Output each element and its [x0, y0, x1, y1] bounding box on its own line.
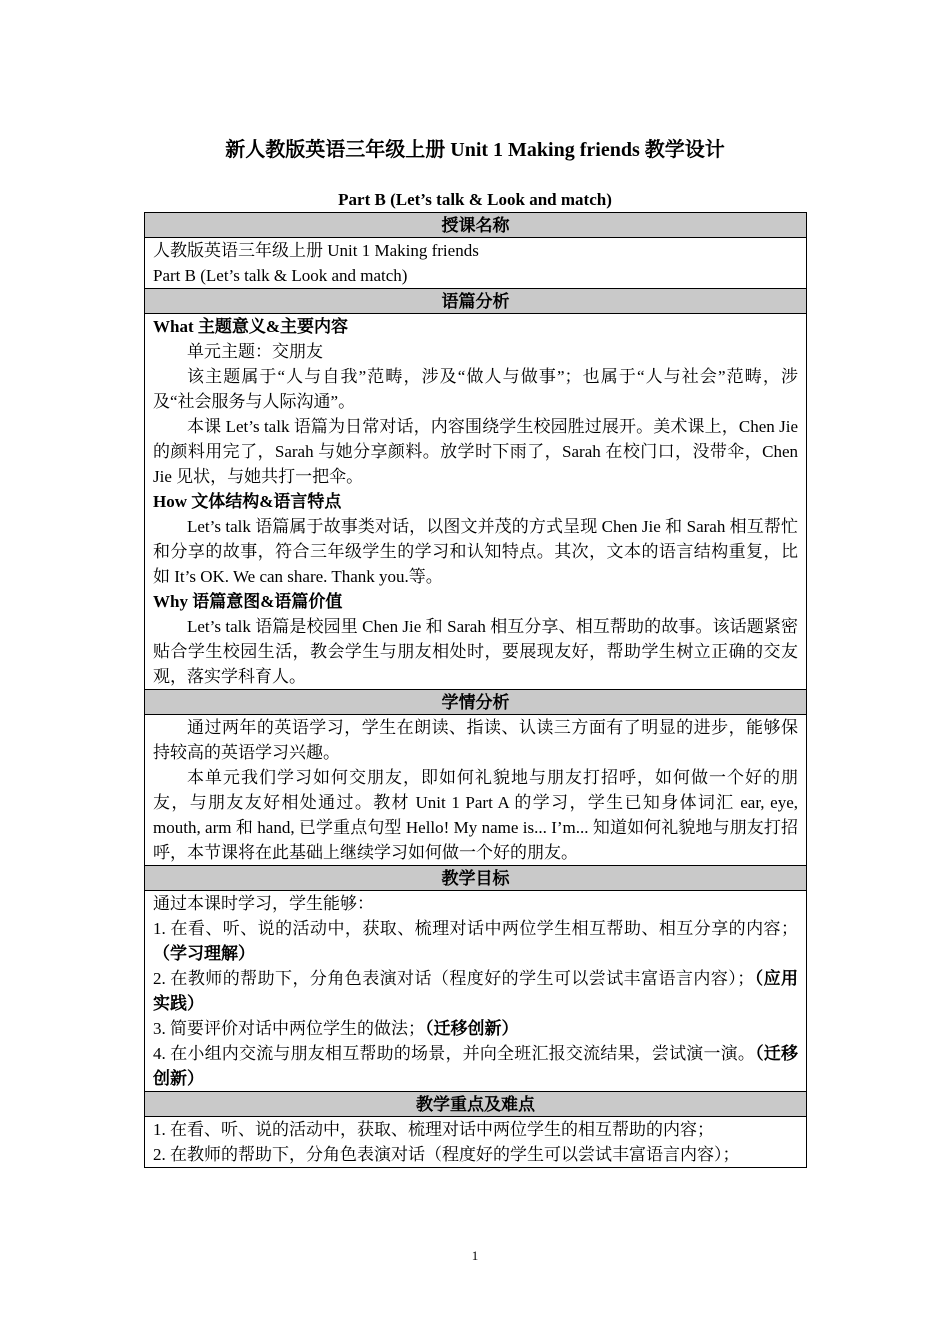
- key-point-item: 2. 在教师的帮助下，分角色表演对话（程度好的学生可以尝试丰富语言内容）；: [153, 1145, 740, 1164]
- paragraph: 该主题属于“人与自我”范畴，涉及“做人与做事”；也属于“人与社会”范畴，涉及“社会服务与人际沟通”。: [153, 367, 798, 411]
- objective-item: [153, 966, 798, 1016]
- lesson-plan-table: [144, 212, 807, 1168]
- objective-item: [153, 1041, 798, 1091]
- paragraph: 本课 Let’s talk 语篇为日常对话，内容围绕学生校园胜过展开。美术课上，Chen Jie 的颜料用完了，Sarah 与她分享颜料。放学时下雨了，Sarah 在校门口，没带伞，Chen Jie 见状，与她共打一把伞。: [153, 417, 798, 486]
- section-header-course-name: 授课名称: [145, 213, 806, 238]
- objective-text: 2. 在教师的帮助下，分角色表演对话（程度好的学生可以尝试丰富语言内容）；: [153, 969, 755, 988]
- section-body-learner-analysis: [145, 715, 806, 866]
- objective-text: 4. 在小组内交流与朋友相互帮助的场景，并向全班汇报交流结果，尝试演一演。: [153, 1044, 756, 1063]
- section-body-text-analysis: [145, 314, 806, 690]
- paragraph: Let’s talk 语篇属于故事类对话，以图文并茂的方式呈现 Chen Jie 和 Sarah 相互帮忙和分享的故事，符合三年级学生的学习和认知特点。其次，文本的语言结构重复，比如 It’s OK. We can share. Thank you.等。: [153, 517, 798, 586]
- paragraph: 通过两年的英语学习，学生在朗读、指读、认读三方面有了明显的进步，能够保持较高的英语学习兴趣。: [153, 718, 798, 762]
- section-body-course-name: [145, 238, 806, 289]
- why-heading: Why 语篇意图&语篇价值: [153, 592, 343, 611]
- course-name-line: Part B (Let’s talk & Look and match): [153, 266, 408, 285]
- section-header-objectives: 教学目标: [145, 866, 806, 891]
- objective-item: [153, 916, 798, 966]
- what-heading: What 主题意义&主要内容: [153, 317, 349, 336]
- objective-text: 1. 在看、听、说的活动中，获取、梳理对话中两位学生相互帮助、相互分享的内容；: [153, 919, 798, 938]
- objective-item: [153, 1016, 798, 1041]
- page-subtitle: Part B (Let’s talk & Look and match): [338, 190, 612, 209]
- paragraph: 单元主题：交朋友: [187, 342, 323, 361]
- objectives-intro: 通过本课时学习，学生能够：: [153, 894, 374, 913]
- paragraph: Let’s talk 语篇是校园里 Chen Jie 和 Sarah 相互分享、相互帮助的故事。该话题紧密贴合学生校园生活，教会学生与朋友相处时，要展现友好，帮助学生树立正确的交友观，落实学科育人。: [153, 617, 798, 686]
- paragraph: 本单元我们学习如何交朋友，即如何礼貌地与朋友打招呼，如何做一个好的朋友，与朋友友好相处通过。教材 Unit 1 Part A 的学习，学生已知身体词汇 ear, eye, mouth, arm 和 hand, 已学重点句型 Hello! My name is... I’m... 知道如何礼貌地与朋友打招呼，本节课将在此基础上继续学习如何做一个好的朋友。: [153, 768, 798, 862]
- objective-tag: （迁移创新）: [153, 1044, 798, 1088]
- how-heading: How 文体结构&语言特点: [153, 492, 342, 511]
- page-title: 新人教版英语三年级上册 Unit 1 Making friends 教学设计: [225, 139, 725, 161]
- page-number: 1: [471, 1248, 479, 1263]
- objective-tag: （学习理解）: [153, 944, 255, 963]
- objective-text: 3. 简要评价对话中两位学生的做法；: [153, 1019, 425, 1038]
- section-body-objectives: [145, 891, 806, 1092]
- course-name-line: 人教版英语三年级上册 Unit 1 Making friends: [153, 241, 479, 260]
- section-header-learner-analysis: 学情分析: [145, 690, 806, 715]
- objective-tag: （迁移创新）: [425, 1019, 519, 1038]
- section-body-key-points: [145, 1117, 806, 1167]
- objective-tag: （应用实践）: [153, 969, 799, 1013]
- section-header-key-points: 教学重点及难点: [145, 1092, 806, 1117]
- key-point-item: 1. 在看、听、说的活动中，获取、梳理对话中两位学生的相互帮助的内容；: [153, 1120, 714, 1139]
- section-header-text-analysis: 语篇分析: [145, 289, 806, 314]
